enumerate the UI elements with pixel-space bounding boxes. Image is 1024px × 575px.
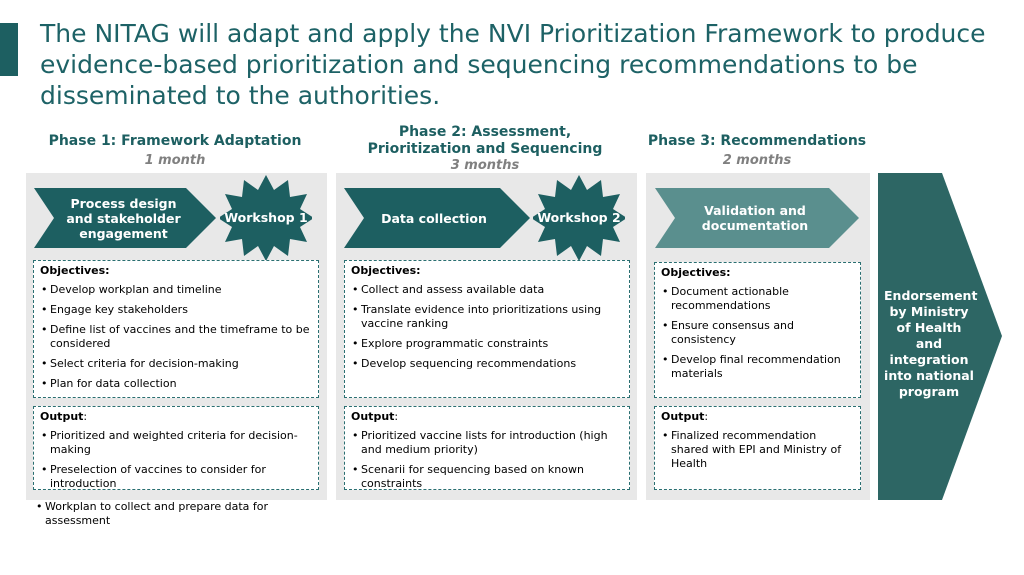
phase2-duration: 3 months	[450, 158, 520, 173]
phase2-objectives-title: Objectives:	[351, 264, 421, 277]
phase1-output-item: • Prioritized and weighted criteria for decision-making	[40, 429, 312, 457]
phase1-objective-item: • Select criteria for decision-making	[40, 357, 312, 371]
phase1-output-item: • Preselection of vaccines to consider for introduction	[40, 463, 312, 491]
phase2-output-box: Output: • Prioritized vaccine lists for introduction (high and medium priority) • Scenarii for sequencing based on known constraints	[344, 406, 630, 490]
phase3-heading: Phase 3: Recommendations	[647, 133, 867, 149]
phase2-output-title: Output	[351, 410, 395, 423]
endorsement-label: Endorsement by Ministry of Health and integration into national program	[884, 288, 978, 399]
phase1-chevron	[34, 188, 216, 248]
phase2-chevron	[344, 188, 530, 248]
phase1-output-title: Output	[40, 410, 84, 423]
phase2-objectives-box	[344, 260, 630, 398]
phase1-objectives-box	[33, 260, 319, 398]
phase2-output-item: • Scenarii for sequencing based on known constraints	[351, 463, 623, 491]
phase1-output-box: Output: • Prioritized and weighted criteria for decision-making • Preselection of vaccines to consider for introduction	[33, 406, 319, 490]
workshop1-label: Workshop 1	[224, 210, 308, 225]
slide-title: The NITAG will adapt and apply the NVI Prioritization Framework to produce evidence-based prioritization and sequencing recommendations to be disseminated to the authorities.	[40, 19, 986, 110]
phase1-heading: Phase 1: Framework Adaptation	[48, 133, 302, 149]
phase2-heading: Phase 2: Assessment, Prioritization and Sequencing	[367, 124, 603, 157]
phase1-objective-item: • Define list of vaccines and the timeframe to be considered	[40, 323, 312, 351]
phase3-duration: 2 months	[722, 153, 792, 168]
phase3-objective-item: • Develop final recommendation materials	[661, 353, 854, 381]
phase1-objective-item: • Develop workplan and timeline	[40, 283, 312, 297]
phase3-chevron	[655, 188, 859, 248]
phase1-output-item-overflow: • Workplan to collect and prepare data for assessment	[38, 500, 305, 528]
phase3-objective-item: • Ensure consensus and consistency	[661, 319, 854, 347]
phase3-output-box: Output: • Finalized recommendation shared with EPI and Ministry of Health	[654, 406, 861, 490]
phase3-output-item: • Finalized recommendation shared with EPI and Ministry of Health	[661, 429, 854, 471]
phase3-objectives-box	[654, 262, 861, 398]
phase2-objective-item: • Explore programmatic constraints	[351, 337, 623, 351]
title-accent-bar	[0, 23, 18, 76]
phase3-objective-item: • Document actionable recommendations	[661, 285, 854, 313]
workshop1-star	[220, 175, 312, 261]
phase3-chevron-label: Validation and documentation	[701, 203, 809, 233]
phase2-objective-item: • Collect and assess available data	[351, 283, 623, 297]
phase3-objectives-title: Objectives:	[661, 266, 731, 279]
workshop2-star	[533, 175, 625, 261]
phase1-objective-item: • Plan for data collection	[40, 377, 312, 391]
phase1-objectives-title: Objectives:	[40, 264, 110, 277]
phase1-objective-item: • Engage key stakeholders	[40, 303, 312, 317]
phase2-objective-item: • Develop sequencing recommendations	[351, 357, 623, 371]
phase1-duration: 1 month	[144, 153, 206, 168]
phase2-output-item: • Prioritized vaccine lists for introduction (high and medium priority)	[351, 429, 623, 457]
phase2-objective-item: • Translate evidence into prioritizations using vaccine ranking	[351, 303, 623, 331]
workshop2-label: Workshop 2	[537, 210, 621, 225]
phase2-chevron-label: Data collection	[381, 210, 487, 226]
phase1-chevron-label: Process design and stakeholder engagement	[66, 195, 181, 241]
phase3-output-title: Output	[661, 410, 705, 423]
